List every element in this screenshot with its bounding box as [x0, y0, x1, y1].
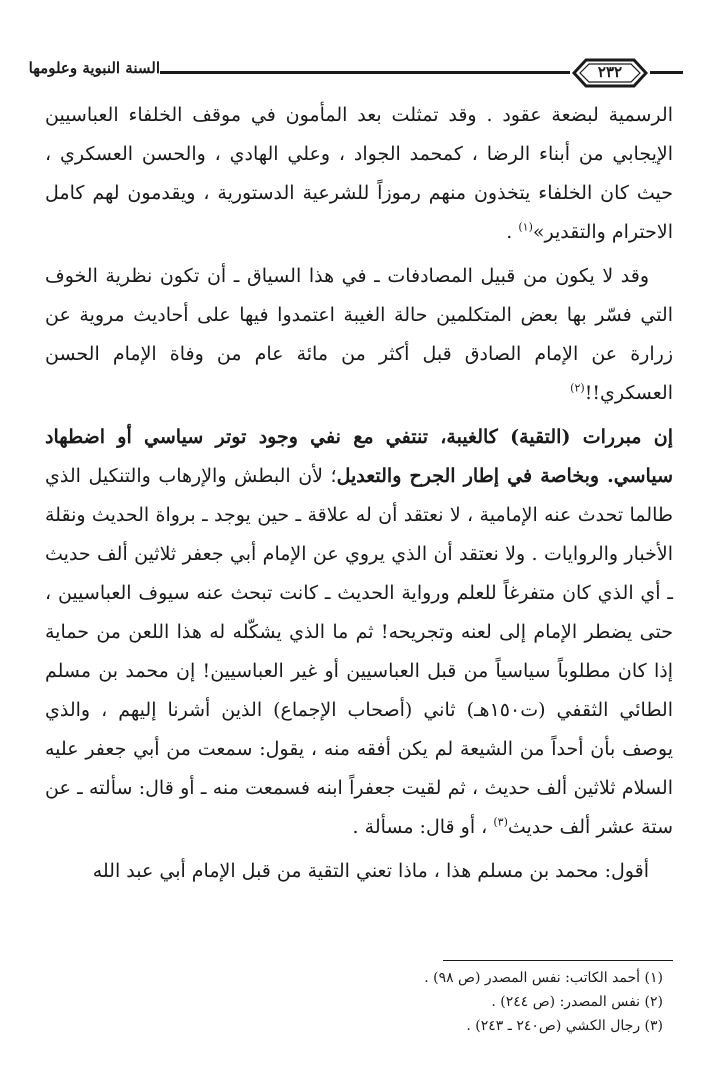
paragraph-1-tail: .: [506, 221, 519, 243]
paragraph-3-bold: إن مبررات (التقية) كالغيبة، تنتفي مع نفي وجود توتر سياسي أو اضطهاد سياسي. وبخاصة في إطار الجرح والتعديل: [45, 426, 673, 487]
page-header: [30, 55, 683, 91]
page-number: ٢٣٢: [597, 63, 623, 81]
running-title: السنة النبوية وعلومها: [28, 59, 160, 77]
paragraph-1-text: الرسمية لبضعة عقود . وقد تمثلت بعد المأمون في موقف الخلفاء العباسيين الإيجابي من أبناء الرضا ، كمحمد الجواد ، وعلي الهادي ، والحسن العسكري ، حيث كان الخلفاء يتخذون منهم رموزاً للشرعية الدستورية ، ويقدمون لهم كامل الاحترام والتقدير»: [45, 104, 673, 243]
paragraph-4-text: أقول: محمد بن مسلم هذا ، ماذا تعني التقية من قبل الإمام أبي عبد الله: [92, 860, 649, 882]
paragraph-2: [45, 257, 673, 413]
paragraph-1: [45, 96, 673, 252]
footnote-ref-1: (١): [518, 220, 533, 234]
footnote-3: (٣) رجال الكشي (ص٢٤٠ ـ ٢٤٣) .: [466, 1018, 663, 1034]
footnote-divider: [443, 960, 673, 961]
footnotes: [45, 966, 663, 1038]
footnote-1: (١) أحمد الكاتب: نفس المصدر (ص ٩٨) .: [424, 970, 663, 986]
paragraph-4: [45, 852, 673, 891]
paragraph-3-text: ؛ لأن البطش والإرهاب والتنكيل الذي طالما تحدث عنه الإمامية ، لا نعتقد أن له علاقة ـ حين يوجد ـ برواة الحديث ونقلة الأخبار والروايات . ولا نعتقد أن الذي يروي عن الإمام أبي جعفر ثلاثين ألف حديث ـ أي الذي كان متفرغاً للعلم ورواية الحديث ـ كانت تبحث عنه سيوف العباسيين ، حتى يضطر الإمام إلى لعنه وتجريحه! ثم ما الذي يشكّله له هذا اللعن من حماية إذا كان مطلوباً سياسياً من قبل العباسيين أو غير العباسيين! إن محمد بن مسلم الطائي الثقفي (ت١٥٠هـ) ثاني (أصحاب الإجماع) الذين أشرنا إليهم ، والذي يوصف بأن أحداً من الشيعة لم يكن أفقه منه ، يقول: سمعت من أبي جعفر عليه السلام ثلاثين ألف حديث ، ثم لقيت جعفراً ابنه فسمعت منه ـ أو قال: سألته ـ عن ستة عشر ألف حديث: [45, 465, 673, 838]
footnote-ref-3: (٣): [493, 815, 508, 829]
main-text: [45, 96, 673, 896]
paragraph-3: [45, 418, 673, 847]
paragraph-2-text: وقد لا يكون من قبيل المصادفات ـ في هذا السياق ـ أن تكون نظرية الخوف التي فسّر بها بعض المتكلمين حالة الغيبة اعتمدوا فيها على أحاديث مروية عن زرارة عن الإمام الصادق قبل أكثر من مائة عام من وفاة الإمام الحسن العسكري!!: [45, 265, 673, 404]
footnote-2: (٢) نفس المصدر: (ص ٢٤٤) .: [491, 994, 663, 1010]
paragraph-3-tail: ، أو قال: مسألة .: [352, 816, 494, 838]
header-rule: [160, 71, 570, 74]
page-number-badge: [572, 57, 648, 89]
footnote-ref-2: (٢): [570, 381, 585, 395]
header-rule-tail: [650, 71, 683, 74]
